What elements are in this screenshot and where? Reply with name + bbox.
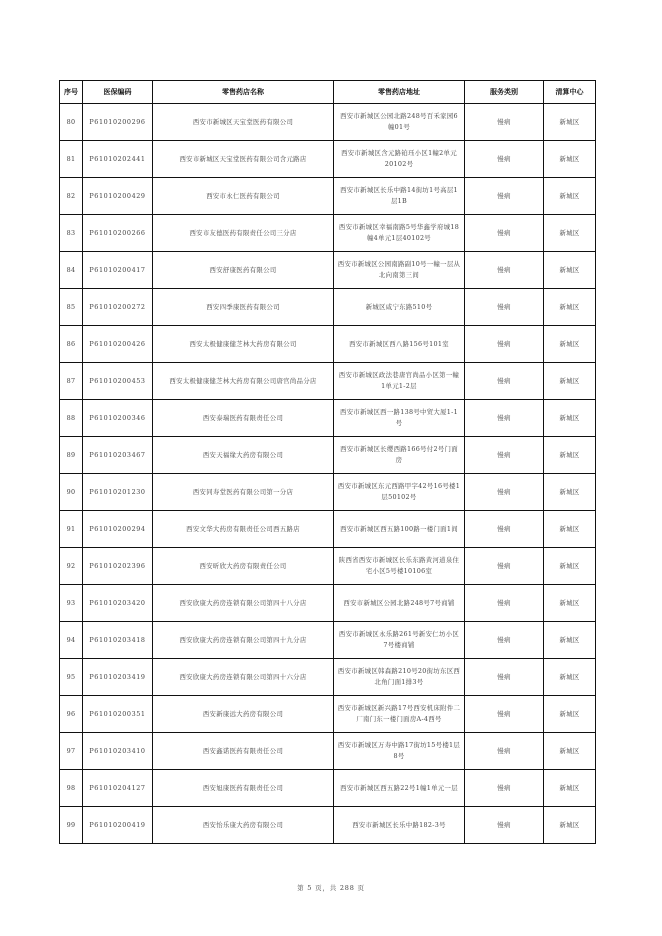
header-insurance-code: 医保编码 [83, 81, 153, 104]
table-row [60, 437, 596, 474]
cell-settlement-center: 新城区 [544, 585, 596, 622]
cell-service-type: 慢病 [465, 437, 544, 474]
table-row [60, 215, 596, 252]
cell-serial-no: 85 [60, 289, 83, 326]
cell-settlement-center: 新城区 [544, 215, 596, 252]
cell-pharmacy-name: 西安市永仁医药有限公司 [153, 178, 334, 215]
cell-insurance-code: P61010204127 [83, 770, 153, 807]
cell-pharmacy-name: 西安市新城区天宝堂医药有限公司 [153, 104, 334, 141]
cell-serial-no: 87 [60, 363, 83, 400]
cell-service-type: 慢病 [465, 141, 544, 178]
cell-settlement-center: 新城区 [544, 326, 596, 363]
cell-service-type: 慢病 [465, 252, 544, 289]
cell-serial-no: 90 [60, 474, 83, 511]
table-row [60, 807, 596, 844]
cell-serial-no: 99 [60, 807, 83, 844]
cell-settlement-center: 新城区 [544, 104, 596, 141]
cell-insurance-code: P61010200429 [83, 178, 153, 215]
cell-pharmacy-address: 西安市新城区公园南路副10号一幢一层从北向南第三间 [334, 252, 465, 289]
cell-serial-no: 91 [60, 511, 83, 548]
cell-insurance-code: P61010200426 [83, 326, 153, 363]
cell-service-type: 慢病 [465, 326, 544, 363]
cell-service-type: 慢病 [465, 289, 544, 326]
table-row [60, 659, 596, 696]
cell-pharmacy-name: 西安欣康大药房连锁有限公司第四十八分店 [153, 585, 334, 622]
cell-serial-no: 81 [60, 141, 83, 178]
cell-insurance-code: P61010203410 [83, 733, 153, 770]
cell-pharmacy-address: 西安市新城区公园北路248号百禾家园6幢01号 [334, 104, 465, 141]
table-row [60, 511, 596, 548]
cell-insurance-code: P61010200453 [83, 363, 153, 400]
cell-insurance-code: P61010200272 [83, 289, 153, 326]
table-row [60, 585, 596, 622]
cell-pharmacy-name: 西安旭康医药有限责任公司 [153, 770, 334, 807]
table-row [60, 622, 596, 659]
cell-settlement-center: 新城区 [544, 437, 596, 474]
cell-service-type: 慢病 [465, 696, 544, 733]
header-serial-no: 序号 [60, 81, 83, 104]
cell-service-type: 慢病 [465, 807, 544, 844]
cell-insurance-code: P61010202441 [83, 141, 153, 178]
table-row [60, 770, 596, 807]
cell-pharmacy-name: 西安泰瑞医药有限责任公司 [153, 400, 334, 437]
cell-pharmacy-address: 西安市新城区西五路100路一楼门面1间 [334, 511, 465, 548]
cell-settlement-center: 新城区 [544, 400, 596, 437]
cell-serial-no: 89 [60, 437, 83, 474]
cell-pharmacy-name: 西安欣康大药房连锁有限公司第四十九分店 [153, 622, 334, 659]
cell-settlement-center: 新城区 [544, 733, 596, 770]
cell-service-type: 慢病 [465, 104, 544, 141]
cell-settlement-center: 新城区 [544, 178, 596, 215]
cell-pharmacy-address: 西安市新城区长乐中路182-3号 [334, 807, 465, 844]
cell-service-type: 慢病 [465, 622, 544, 659]
cell-serial-no: 80 [60, 104, 83, 141]
cell-insurance-code: P61010202396 [83, 548, 153, 585]
cell-insurance-code: P61010200417 [83, 252, 153, 289]
cell-pharmacy-address: 西安市新城区韩森路210号20街坊东区西北角门面1排3号 [334, 659, 465, 696]
pharmacy-table [59, 80, 596, 844]
cell-pharmacy-address: 西安市新城区幸福南路5号华鑫学府城18幢4单元1层40102号 [334, 215, 465, 252]
cell-settlement-center: 新城区 [544, 511, 596, 548]
cell-insurance-code: P61010200294 [83, 511, 153, 548]
page-number-footer: 第 5 页，共 288 页 [297, 884, 365, 892]
cell-serial-no: 83 [60, 215, 83, 252]
cell-insurance-code: P61010201230 [83, 474, 153, 511]
cell-pharmacy-address: 陕西省西安市新城区长乐东路黄河道泉住宅小区5号楼10106室 [334, 548, 465, 585]
cell-settlement-center: 新城区 [544, 659, 596, 696]
cell-insurance-code: P61010200296 [83, 104, 153, 141]
table-row [60, 178, 596, 215]
cell-settlement-center: 新城区 [544, 807, 596, 844]
cell-serial-no: 82 [60, 178, 83, 215]
cell-pharmacy-address: 西安市新城区含元路铂珏小区1幢2单元20102号 [334, 141, 465, 178]
cell-pharmacy-address: 西安市新城区万寿中路17街坊15号楼1层8号 [334, 733, 465, 770]
cell-pharmacy-name: 西安欣康大药房连锁有限公司第四十六分店 [153, 659, 334, 696]
cell-pharmacy-address: 西安市新城区新兴路17号西安机床附件二厂南门东一楼门面房A-4西号 [334, 696, 465, 733]
table-row [60, 252, 596, 289]
cell-insurance-code: P61010203418 [83, 622, 153, 659]
cell-pharmacy-address: 西安市新城区西八路156号101室 [334, 326, 465, 363]
cell-settlement-center: 新城区 [544, 770, 596, 807]
header-pharmacy-name: 零售药店名称 [153, 81, 334, 104]
cell-serial-no: 86 [60, 326, 83, 363]
cell-insurance-code: P61010203420 [83, 585, 153, 622]
table-row [60, 289, 596, 326]
cell-serial-no: 92 [60, 548, 83, 585]
cell-service-type: 慢病 [465, 363, 544, 400]
cell-service-type: 慢病 [465, 733, 544, 770]
cell-serial-no: 98 [60, 770, 83, 807]
header-settlement-center: 清算中心 [544, 81, 596, 104]
header-service-type: 服务类别 [465, 81, 544, 104]
cell-serial-no: 95 [60, 659, 83, 696]
table-row [60, 141, 596, 178]
cell-pharmacy-address: 新城区咸宁东路510号 [334, 289, 465, 326]
cell-serial-no: 84 [60, 252, 83, 289]
cell-settlement-center: 新城区 [544, 548, 596, 585]
cell-settlement-center: 新城区 [544, 622, 596, 659]
table-row [60, 696, 596, 733]
cell-service-type: 慢病 [465, 400, 544, 437]
cell-pharmacy-name: 西安昕欣大药房有限责任公司 [153, 548, 334, 585]
cell-pharmacy-address: 西安市新城区西五路22号1幢1单元一层 [334, 770, 465, 807]
cell-pharmacy-name: 西安太极健康健芝林大药房有限公司唐官尚品分店 [153, 363, 334, 400]
cell-pharmacy-name: 西安四季康医药有限公司 [153, 289, 334, 326]
cell-pharmacy-name: 西安同寿堂医药有限公司第一分店 [153, 474, 334, 511]
cell-pharmacy-name: 西安市友德医药有限责任公司三分店 [153, 215, 334, 252]
cell-pharmacy-name: 西安鑫诺医药有限责任公司 [153, 733, 334, 770]
cell-settlement-center: 新城区 [544, 252, 596, 289]
cell-service-type: 慢病 [465, 585, 544, 622]
cell-service-type: 慢病 [465, 474, 544, 511]
table-row [60, 363, 596, 400]
cell-insurance-code: P61010200266 [83, 215, 153, 252]
cell-settlement-center: 新城区 [544, 474, 596, 511]
cell-settlement-center: 新城区 [544, 141, 596, 178]
cell-settlement-center: 新城区 [544, 696, 596, 733]
cell-service-type: 慢病 [465, 178, 544, 215]
cell-serial-no: 88 [60, 400, 83, 437]
cell-serial-no: 94 [60, 622, 83, 659]
cell-pharmacy-address: 西安市新城区永乐路261号新安仁坊小区7号楼商铺 [334, 622, 465, 659]
cell-pharmacy-address: 西安市新城区西一路138号中贸大厦1-1号 [334, 400, 465, 437]
cell-pharmacy-address: 西安市新城区政法巷唐官尚品小区第一幢1单元1-2层 [334, 363, 465, 400]
cell-service-type: 慢病 [465, 770, 544, 807]
cell-settlement-center: 新城区 [544, 363, 596, 400]
cell-pharmacy-address: 西安市新城区长乐中路14街坊1号高层1层1B [334, 178, 465, 215]
cell-pharmacy-address: 西安市新城区公园北路248号7号商铺 [334, 585, 465, 622]
cell-pharmacy-name: 西安市新城区天宝堂医药有限公司含元路店 [153, 141, 334, 178]
cell-insurance-code: P61010200419 [83, 807, 153, 844]
table-row [60, 326, 596, 363]
table-row [60, 733, 596, 770]
cell-pharmacy-name: 西安怡乐康大药房有限公司 [153, 807, 334, 844]
cell-service-type: 慢病 [465, 548, 544, 585]
cell-insurance-code: P61010200346 [83, 400, 153, 437]
cell-insurance-code: P61010203419 [83, 659, 153, 696]
cell-service-type: 慢病 [465, 215, 544, 252]
cell-pharmacy-address: 西安市新城区长缨西路166号付2号门面房 [334, 437, 465, 474]
cell-pharmacy-name: 西安天福缘大药房有限公司 [153, 437, 334, 474]
table-body [60, 104, 596, 844]
cell-settlement-center: 新城区 [544, 289, 596, 326]
cell-pharmacy-name: 西安新康远大药房有限公司 [153, 696, 334, 733]
table-row [60, 548, 596, 585]
table-row [60, 400, 596, 437]
cell-pharmacy-name: 西安舒康医药有限公司 [153, 252, 334, 289]
table-row [60, 474, 596, 511]
header-pharmacy-address: 零售药店地址 [334, 81, 465, 104]
cell-serial-no: 93 [60, 585, 83, 622]
table-header-row [60, 81, 596, 104]
cell-insurance-code: P61010200351 [83, 696, 153, 733]
cell-pharmacy-address: 西安市新城区东元西路甲字42号16号楼1层50102号 [334, 474, 465, 511]
cell-pharmacy-name: 西安文华大药房有限责任公司西五路店 [153, 511, 334, 548]
cell-pharmacy-name: 西安太极健康健芝林大药房有限公司 [153, 326, 334, 363]
cell-serial-no: 96 [60, 696, 83, 733]
table-row [60, 104, 596, 141]
cell-insurance-code: P61010203467 [83, 437, 153, 474]
cell-serial-no: 97 [60, 733, 83, 770]
cell-service-type: 慢病 [465, 659, 544, 696]
cell-service-type: 慢病 [465, 511, 544, 548]
